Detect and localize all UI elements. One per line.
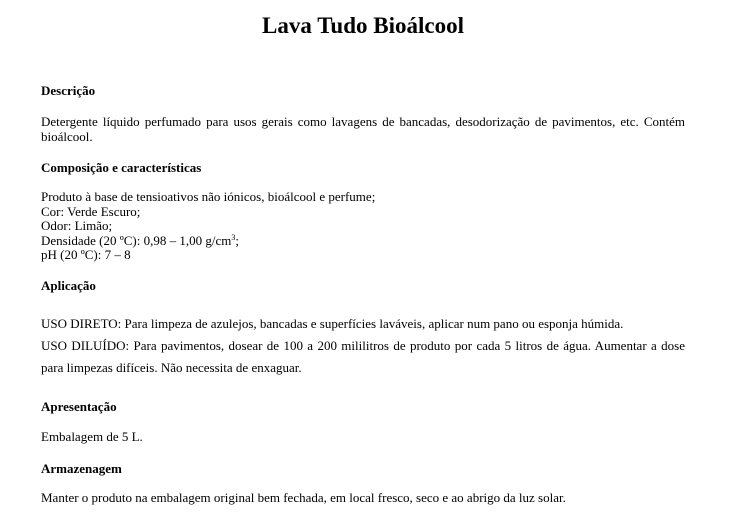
aplicacao-uso-diluido: USO DILUÍDO: Para pavimentos, dosear de 100 a 200 mililitros de produto por cada 5 litros de água. Aumentar a dose para limpezas difíceis. Não necessita de enxaguar. bbox=[41, 338, 685, 375]
composicao-line: Produto à base de tensioativos não iónicos, bioálcool e perfume; bbox=[41, 189, 376, 204]
section-heading-descricao: Descrição bbox=[41, 83, 96, 98]
section-heading-armazenagem: Armazenagem bbox=[41, 461, 122, 476]
composicao-line: pH (20 ºC): 7 – 8 bbox=[41, 247, 131, 263]
page-title: Lava Tudo Bioálcool bbox=[262, 13, 464, 38]
section-heading-aplicacao: Aplicação bbox=[41, 278, 96, 293]
composicao-line: Cor: Verde Escuro; bbox=[41, 203, 141, 219]
aplicacao-uso-direto: USO DIRETO: Para limpeza de azulejos, bancadas e superfícies laváveis, aplicar num pano ou esponja húmida. bbox=[41, 316, 624, 331]
aplicacao-text bbox=[41, 313, 685, 379]
armazenagem-text: Manter o produto na embalagem original bem fechada, em local fresco, seco e ao abrigo da luz solar. bbox=[41, 490, 566, 505]
composicao-line-densidade bbox=[41, 234, 685, 249]
composicao-list bbox=[41, 190, 685, 263]
apresentacao-text: Embalagem de 5 L. bbox=[41, 429, 143, 444]
section-heading-apresentacao: Apresentação bbox=[41, 399, 117, 414]
composicao-line: Odor: Limão; bbox=[41, 218, 113, 234]
densidade-text: Densidade (20 ºC): 0,98 – 1,00 g/cm bbox=[41, 232, 232, 248]
densidade-superscript: 3 bbox=[231, 232, 236, 242]
section-heading-composicao: Composição e características bbox=[41, 160, 202, 175]
densidade-suffix: ; bbox=[235, 232, 239, 248]
descricao-text: Detergente líquido perfumado para usos gerais como lavagens de bancadas, desodorização de pavimentos, etc. Contém bioálcool. bbox=[41, 114, 685, 144]
